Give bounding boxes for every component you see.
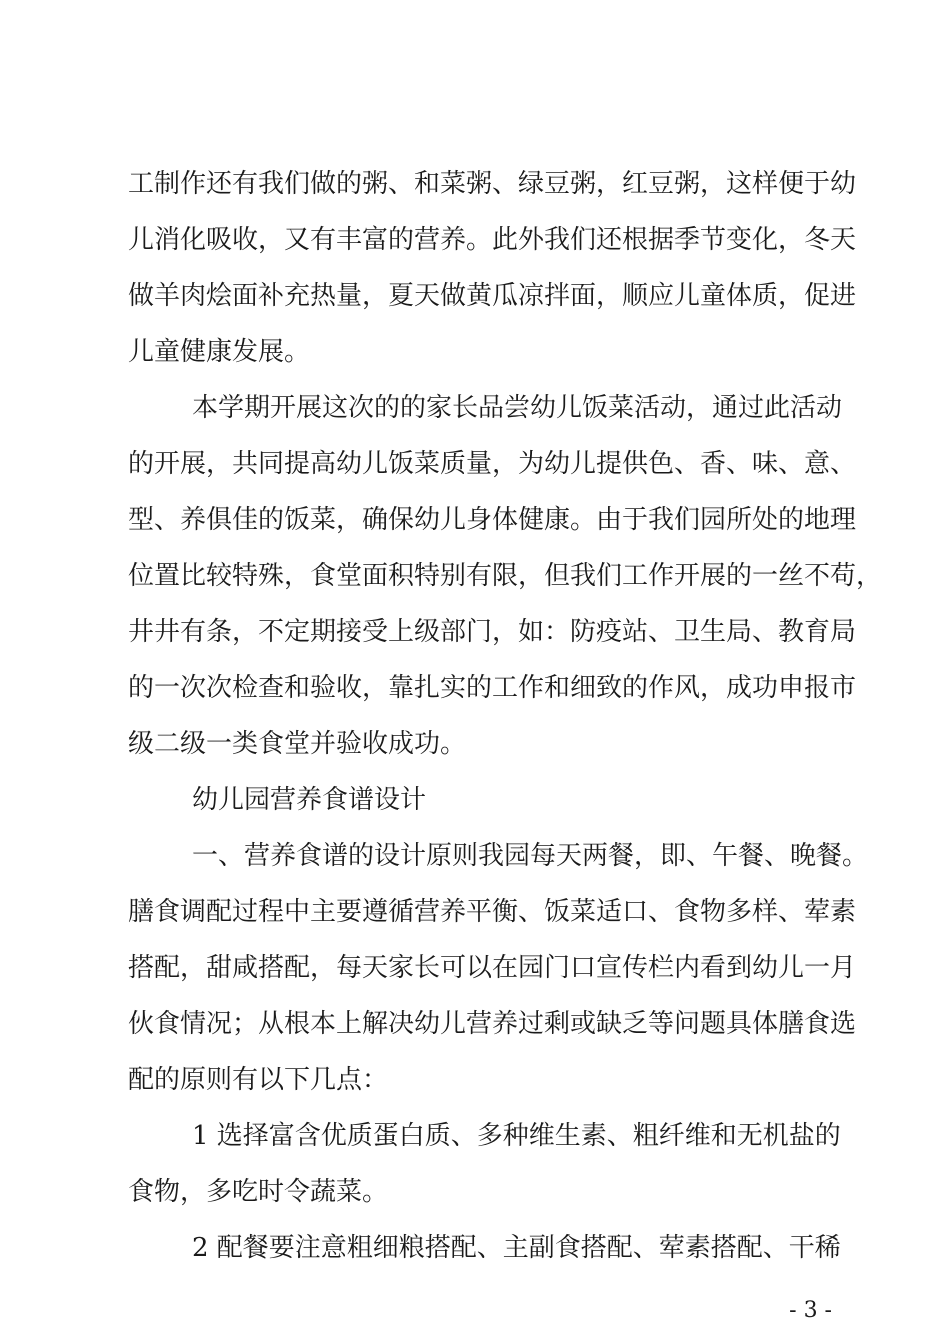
text-line: 搭配，甜咸搭配，每天家长可以在园门口宣传栏内看到幼儿一月 [128, 953, 857, 983]
text-line: 级二级一类食堂并验收成功。 [128, 729, 467, 759]
text-line: 2 配餐要注意粗细粮搭配、主副食搭配、荤素搭配、干稀 [192, 1233, 841, 1263]
text-line: 的开展，共同提高幼儿饭菜质量，为幼儿提供色、香、味、意、 [128, 449, 857, 479]
text-line: 型、养俱佳的饭菜，确保幼儿身体健康。由于我们园所处的地理 [128, 505, 857, 535]
text-line: 井井有条，不定期接受上级部门，如：防疫站、卫生局、教育局 [128, 617, 857, 647]
page-number: - 3 - [789, 1298, 832, 1323]
text-line: 配的原则有以下几点： [128, 1065, 389, 1095]
text-line: 的一次次检查和验收，靠扎实的工作和细致的作风，成功申报市 [128, 673, 857, 703]
text-line: 位置比较特殊，食堂面积特别有限，但我们工作开展的一丝不苟， [128, 561, 883, 591]
text-line: 膳食调配过程中主要遵循营养平衡、饭菜适口、食物多样、荤素 [128, 897, 857, 927]
text-line: 1 选择富含优质蛋白质、多种维生素、粗纤维和无机盐的 [192, 1121, 841, 1151]
text-line: 本学期开展这次的的家长品尝幼儿饭菜活动，通过此活动 [192, 393, 843, 423]
text-line: 伙食情况；从根本上解决幼儿营养过剩或缺乏等问题具体膳食选 [128, 1009, 857, 1039]
text-line: 食物，多吃时令蔬菜。 [128, 1177, 389, 1207]
section-heading: 幼儿园营养食谱设计 [192, 785, 427, 815]
text-line: 一、营养食谱的设计原则我园每天两餐，即、午餐、晚餐。 [192, 841, 869, 871]
text-line: 儿消化吸收，又有丰富的营养。此外我们还根据季节变化，冬天 [128, 225, 857, 255]
text-line: 做羊肉烩面补充热量，夏天做黄瓜凉拌面，顺应儿童体质，促进 [128, 281, 857, 311]
text-line: 工制作还有我们做的粥、和菜粥、绿豆粥，红豆粥，这样便于幼 [128, 169, 857, 199]
text-line: 儿童健康发展。 [128, 337, 311, 367]
